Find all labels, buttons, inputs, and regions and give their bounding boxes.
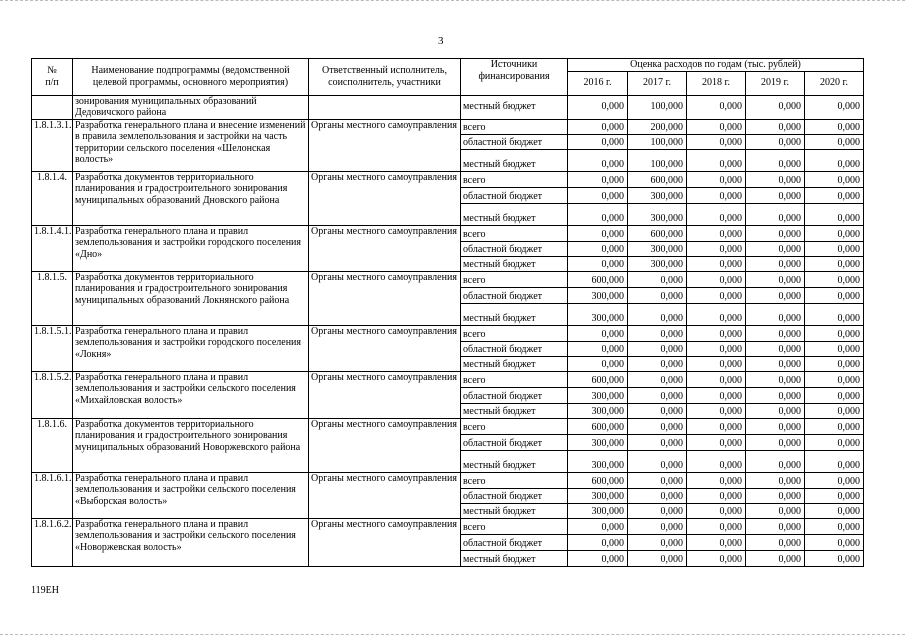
- row-name: Разработка генерального плана и правил землепользования и застройки городского поселения «Дно»: [73, 225, 309, 271]
- page-top-edge: [0, 0, 905, 3]
- page-number: 3: [438, 35, 444, 47]
- value-2018: 0,000: [687, 356, 746, 371]
- value-2019: 0,000: [746, 171, 805, 187]
- row-responsible: Органы местного самоуправления: [309, 418, 461, 472]
- value-2017: 100,000: [628, 149, 687, 171]
- row-code: 1.8.1.4.: [32, 171, 73, 225]
- value-2016: 300,000: [568, 450, 628, 472]
- value-2019: 0,000: [746, 256, 805, 271]
- row-name: Разработка генерального плана и правил землепользования и застройки городского поселения «Локня»: [73, 325, 309, 371]
- value-2019: 0,000: [746, 203, 805, 225]
- value-2016: 600,000: [568, 271, 628, 287]
- table-row: [32, 418, 864, 434]
- value-2020: 0,000: [805, 119, 864, 134]
- value-2020: 0,000: [805, 303, 864, 325]
- value-2020: 0,000: [805, 518, 864, 534]
- value-2020: 0,000: [805, 403, 864, 418]
- value-2020: 0,000: [805, 256, 864, 271]
- source-local: местный бюджет: [461, 303, 568, 325]
- value-2019: 0,000: [746, 503, 805, 518]
- value-2016: 0,000: [568, 356, 628, 371]
- value-2017: 0,000: [628, 356, 687, 371]
- value-2020: 0,000: [805, 418, 864, 434]
- value-2017: 600,000: [628, 171, 687, 187]
- value-2016: 300,000: [568, 403, 628, 418]
- value-2017: 0,000: [628, 271, 687, 287]
- value-2018: 0,000: [687, 187, 746, 203]
- source-regional: областной бюджет: [461, 434, 568, 450]
- row-code: 1.8.1.6.2.: [32, 518, 73, 566]
- value-2018: 0,000: [687, 325, 746, 341]
- header-year-2017: 2017 г.: [628, 71, 687, 95]
- value-2016: 300,000: [568, 434, 628, 450]
- value-2020: 0,000: [805, 271, 864, 287]
- value-2016: 0,000: [568, 241, 628, 256]
- continuation-responsible: [309, 95, 461, 119]
- row-code: 1.8.1.5.1.: [32, 325, 73, 371]
- continuation-value-2016: 0,000: [568, 95, 628, 119]
- value-2016: 0,000: [568, 187, 628, 203]
- value-2016: 600,000: [568, 418, 628, 434]
- value-2019: 0,000: [746, 241, 805, 256]
- continuation-code: [32, 95, 73, 119]
- source-regional: областной бюджет: [461, 387, 568, 403]
- value-2019: 0,000: [746, 134, 805, 149]
- value-2016: 300,000: [568, 303, 628, 325]
- value-2016: 0,000: [568, 134, 628, 149]
- continuation-value-2018: 0,000: [687, 95, 746, 119]
- source-local: местный бюджет: [461, 256, 568, 271]
- value-2019: 0,000: [746, 325, 805, 341]
- value-2016: 0,000: [568, 203, 628, 225]
- row-responsible: Органы местного самоуправления: [309, 371, 461, 418]
- value-2020: 0,000: [805, 472, 864, 488]
- continuation-name: зонирования муниципальных образований Дедовичского района: [73, 95, 309, 119]
- source-total: всего: [461, 171, 568, 187]
- value-2019: 0,000: [746, 550, 805, 566]
- value-2016: 0,000: [568, 256, 628, 271]
- row-responsible: Органы местного самоуправления: [309, 171, 461, 225]
- value-2020: 0,000: [805, 550, 864, 566]
- row-name: Разработка генерального плана и правил землепользования и застройки сельского поселения «Михайловская волость»: [73, 371, 309, 418]
- source-total: всего: [461, 119, 568, 134]
- value-2020: 0,000: [805, 341, 864, 356]
- value-2019: 0,000: [746, 534, 805, 550]
- header-year-2020: 2020 г.: [805, 71, 864, 95]
- continuation-row: [32, 95, 864, 119]
- value-2019: 0,000: [746, 472, 805, 488]
- value-2017: 300,000: [628, 203, 687, 225]
- header-responsible: Ответственный исполнитель, соисполнитель, участники: [309, 59, 461, 96]
- value-2020: 0,000: [805, 203, 864, 225]
- continuation-value-2017: 100,000: [628, 95, 687, 119]
- source-local: местный бюджет: [461, 149, 568, 171]
- header-row: [32, 59, 864, 72]
- value-2020: 0,000: [805, 356, 864, 371]
- source-regional: областной бюджет: [461, 341, 568, 356]
- value-2020: 0,000: [805, 534, 864, 550]
- row-name: Разработка генерального плана и правил землепользования и застройки сельского поселения «Выборская волость»: [73, 472, 309, 518]
- row-responsible: Органы местного самоуправления: [309, 119, 461, 171]
- budget-body: [32, 95, 864, 566]
- table-row: [32, 472, 864, 488]
- value-2019: 0,000: [746, 418, 805, 434]
- budget-table: [31, 58, 864, 567]
- source-local: местный бюджет: [461, 550, 568, 566]
- value-2018: 0,000: [687, 256, 746, 271]
- table-row: [32, 271, 864, 287]
- value-2017: 0,000: [628, 387, 687, 403]
- value-2019: 0,000: [746, 356, 805, 371]
- value-2018: 0,000: [687, 203, 746, 225]
- value-2020: 0,000: [805, 371, 864, 387]
- value-2018: 0,000: [687, 303, 746, 325]
- value-2016: 300,000: [568, 387, 628, 403]
- source-regional: областной бюджет: [461, 488, 568, 503]
- row-responsible: Органы местного самоуправления: [309, 271, 461, 325]
- continuation-source: местный бюджет: [461, 95, 568, 119]
- header-year-2016: 2016 г.: [568, 71, 628, 95]
- value-2018: 0,000: [687, 518, 746, 534]
- source-local: местный бюджет: [461, 403, 568, 418]
- header-year-2018: 2018 г.: [687, 71, 746, 95]
- table-row: [32, 371, 864, 387]
- value-2018: 0,000: [687, 225, 746, 241]
- row-responsible: Органы местного самоуправления: [309, 518, 461, 566]
- value-2020: 0,000: [805, 450, 864, 472]
- value-2019: 0,000: [746, 341, 805, 356]
- row-code: 1.8.1.6.: [32, 418, 73, 472]
- value-2020: 0,000: [805, 225, 864, 241]
- value-2016: 0,000: [568, 225, 628, 241]
- value-2017: 0,000: [628, 450, 687, 472]
- value-2016: 300,000: [568, 287, 628, 303]
- value-2018: 0,000: [687, 450, 746, 472]
- value-2016: 600,000: [568, 472, 628, 488]
- continuation-value-2019: 0,000: [746, 95, 805, 119]
- value-2017: 0,000: [628, 488, 687, 503]
- source-total: всего: [461, 325, 568, 341]
- page-bottom-edge: [0, 634, 905, 637]
- value-2016: 0,000: [568, 550, 628, 566]
- row-name: Разработка документов территориального планирования и градостроительного зонирования муниципальных образований Локнянского района: [73, 271, 309, 325]
- row-code: 1.8.1.3.1.: [32, 119, 73, 171]
- value-2020: 0,000: [805, 149, 864, 171]
- row-code: 1.8.1.4.1.: [32, 225, 73, 271]
- value-2018: 0,000: [687, 434, 746, 450]
- value-2020: 0,000: [805, 488, 864, 503]
- value-2016: 300,000: [568, 503, 628, 518]
- value-2017: 0,000: [628, 472, 687, 488]
- footer-code: 119ЕН: [31, 585, 59, 596]
- value-2016: 0,000: [568, 534, 628, 550]
- value-2019: 0,000: [746, 119, 805, 134]
- source-total: всего: [461, 472, 568, 488]
- value-2016: 300,000: [568, 488, 628, 503]
- value-2020: 0,000: [805, 134, 864, 149]
- value-2018: 0,000: [687, 271, 746, 287]
- value-2020: 0,000: [805, 387, 864, 403]
- source-regional: областной бюджет: [461, 534, 568, 550]
- value-2017: 300,000: [628, 241, 687, 256]
- table-row: [32, 171, 864, 187]
- source-local: местный бюджет: [461, 356, 568, 371]
- source-regional: областной бюджет: [461, 187, 568, 203]
- value-2019: 0,000: [746, 187, 805, 203]
- header-num: № п/п: [32, 59, 73, 96]
- value-2018: 0,000: [687, 149, 746, 171]
- header-name: Наименование подпрограммы (ведомственной целевой программы, основного мероприятия): [73, 59, 309, 96]
- row-responsible: Органы местного самоуправления: [309, 225, 461, 271]
- value-2017: 0,000: [628, 341, 687, 356]
- value-2018: 0,000: [687, 371, 746, 387]
- source-regional: областной бюджет: [461, 287, 568, 303]
- value-2017: 0,000: [628, 325, 687, 341]
- value-2017: 0,000: [628, 418, 687, 434]
- row-responsible: Органы местного самоуправления: [309, 325, 461, 371]
- value-2017: 300,000: [628, 187, 687, 203]
- value-2018: 0,000: [687, 171, 746, 187]
- value-2018: 0,000: [687, 287, 746, 303]
- value-2019: 0,000: [746, 434, 805, 450]
- value-2018: 0,000: [687, 534, 746, 550]
- value-2016: 600,000: [568, 371, 628, 387]
- source-regional: областной бюджет: [461, 241, 568, 256]
- value-2017: 200,000: [628, 119, 687, 134]
- table-row: [32, 225, 864, 241]
- value-2019: 0,000: [746, 518, 805, 534]
- value-2018: 0,000: [687, 403, 746, 418]
- value-2016: 0,000: [568, 325, 628, 341]
- value-2019: 0,000: [746, 303, 805, 325]
- value-2018: 0,000: [687, 341, 746, 356]
- source-total: всего: [461, 371, 568, 387]
- value-2019: 0,000: [746, 488, 805, 503]
- value-2020: 0,000: [805, 187, 864, 203]
- header-sources: Источники финансирования: [461, 59, 568, 96]
- row-code: 1.8.1.6.1.: [32, 472, 73, 518]
- value-2017: 0,000: [628, 434, 687, 450]
- value-2016: 0,000: [568, 341, 628, 356]
- value-2019: 0,000: [746, 271, 805, 287]
- row-responsible: Органы местного самоуправления: [309, 472, 461, 518]
- value-2017: 0,000: [628, 287, 687, 303]
- value-2019: 0,000: [746, 149, 805, 171]
- row-name: Разработка генерального плана и внесение изменений в правила землепользования и застройки на часть территории сельского поселения «Шелонская волость»: [73, 119, 309, 171]
- value-2018: 0,000: [687, 119, 746, 134]
- table-row: [32, 518, 864, 534]
- value-2019: 0,000: [746, 287, 805, 303]
- source-total: всего: [461, 225, 568, 241]
- value-2016: 0,000: [568, 119, 628, 134]
- source-regional: областной бюджет: [461, 134, 568, 149]
- source-local: местный бюджет: [461, 450, 568, 472]
- row-name: Разработка генерального плана и правил землепользования и застройки сельского поселения «Новоржевская волость»: [73, 518, 309, 566]
- value-2016: 0,000: [568, 171, 628, 187]
- value-2017: 0,000: [628, 371, 687, 387]
- row-name: Разработка документов территориального планирования и градостроительного зонирования муниципальных образований Новоржевского района: [73, 418, 309, 472]
- value-2017: 0,000: [628, 518, 687, 534]
- value-2019: 0,000: [746, 403, 805, 418]
- value-2018: 0,000: [687, 550, 746, 566]
- value-2017: 0,000: [628, 534, 687, 550]
- value-2020: 0,000: [805, 241, 864, 256]
- value-2019: 0,000: [746, 387, 805, 403]
- value-2017: 0,000: [628, 303, 687, 325]
- row-code: 1.8.1.5.2.: [32, 371, 73, 418]
- value-2017: 0,000: [628, 403, 687, 418]
- row-name: Разработка документов территориального планирования и градостроительного зонирования муниципальных образований Дновского района: [73, 171, 309, 225]
- value-2020: 0,000: [805, 287, 864, 303]
- value-2018: 0,000: [687, 387, 746, 403]
- value-2020: 0,000: [805, 325, 864, 341]
- value-2018: 0,000: [687, 488, 746, 503]
- value-2018: 0,000: [687, 241, 746, 256]
- value-2020: 0,000: [805, 503, 864, 518]
- value-2018: 0,000: [687, 503, 746, 518]
- value-2020: 0,000: [805, 434, 864, 450]
- table-row: [32, 325, 864, 341]
- value-2016: 0,000: [568, 518, 628, 534]
- value-2017: 100,000: [628, 134, 687, 149]
- value-2017: 600,000: [628, 225, 687, 241]
- value-2019: 0,000: [746, 225, 805, 241]
- value-2018: 0,000: [687, 418, 746, 434]
- continuation-value-2020: 0,000: [805, 95, 864, 119]
- source-total: всего: [461, 418, 568, 434]
- value-2017: 0,000: [628, 550, 687, 566]
- source-total: всего: [461, 271, 568, 287]
- value-2019: 0,000: [746, 371, 805, 387]
- table-row: [32, 119, 864, 134]
- row-code: 1.8.1.5.: [32, 271, 73, 325]
- source-local: местный бюджет: [461, 503, 568, 518]
- value-2020: 0,000: [805, 171, 864, 187]
- value-2016: 0,000: [568, 149, 628, 171]
- source-total: всего: [461, 518, 568, 534]
- header-estimate: Оценка расходов по годам (тыс. рублей): [568, 59, 864, 72]
- value-2017: 300,000: [628, 256, 687, 271]
- header-year-2019: 2019 г.: [746, 71, 805, 95]
- source-local: местный бюджет: [461, 203, 568, 225]
- value-2019: 0,000: [746, 450, 805, 472]
- value-2018: 0,000: [687, 472, 746, 488]
- value-2018: 0,000: [687, 134, 746, 149]
- value-2017: 0,000: [628, 503, 687, 518]
